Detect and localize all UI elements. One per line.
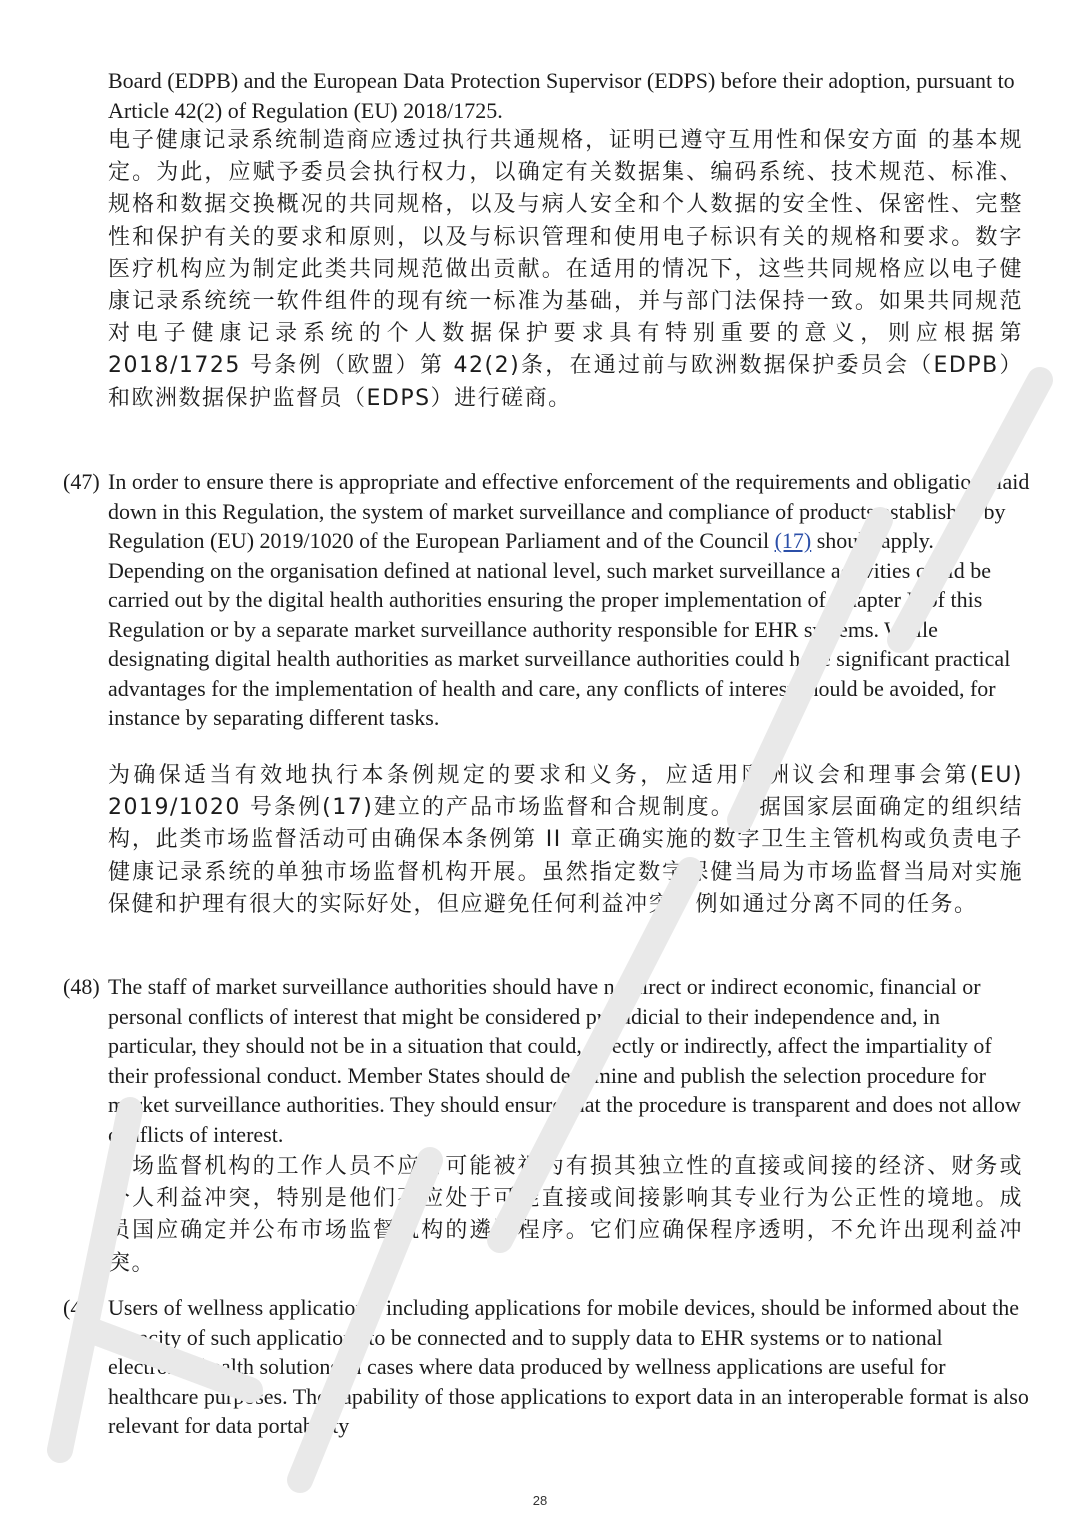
paragraph-english-text: The staff of market surveillance authorities should have no direct or indirect economic, financial or personal conflicts of interest that might be considered prejudicial to their independence and, in particular, they should not be in a situation that could, directly or indirectly, affect the impartiality of their professional conduct. Member States should determine and publish the selection procedure for market surveillance authorities. They should ensure that the procedure is transparent and does not allow conflicts of interest. <box>108 974 1021 1147</box>
paragraph-english-text <box>108 467 1033 733</box>
paragraph-number: (49) <box>63 1295 100 1320</box>
paragraph-number: (48) <box>63 974 100 999</box>
paragraph-english-text: Users of wellness applications, including applications for mobile devices, should be informed about the capacity of such applications to be connected and to supply data to EHR systems or to national electronic health solutions in cases where data produced by wellness applications are useful for healthcare purposes. The capability of those applications to export data in an interoperable format is also relevant for data portability <box>108 1295 1029 1438</box>
paragraph-chinese-text: 为确保适当有效地执行本条例规定的要求和义务，应适用欧洲议会和理事会第(EU) 2019/1020 号条例(17)建立的产品市场监督和合规制度。根据国家层面确定的组织结构，此类市场监督活动可由确保本条例第 II 章正确实施的数字卫生主管机构或负责电子健康记录系统的单独市场监督机构开展。虽然指定数字保健当局为市场监督当局对实施保健和护理有很大的实际好处，但应避免任何利益冲突，例如通过分离不同的任务。 <box>108 763 1023 917</box>
page-number: 28 <box>532 1493 548 1508</box>
paragraph-chinese-text: 市场监督机构的工作人员不应有可能被视为有损其独立性的直接或间接的经济、财务或个人利益冲突，特别是他们不应处于可能直接或间接影响其专业行为公正性的境地。成员国应确定并公布市场监督机构的遴选程序。它们应确保程序透明，不允许出现利益冲突。 <box>108 1154 1023 1276</box>
english-text-part: In order to ensure there is appropriate and effective enforcement of the requirements and obligations laid down in this Regulation, the system of market surveillance and compliance of products established by Regulation (EU) 2019/1020 of the European Parliament and of the Council <box>108 469 1030 553</box>
footnote-reference-link[interactable]: (17) <box>774 528 812 553</box>
paragraph-english-text: Board (EDPB) and the European Data Protection Supervisor (EDPS) before their adoption, pursuant to Article 42(2) of Regulation (EU) 2018/1725. <box>108 68 1015 123</box>
paragraph-chinese-text: 电子健康记录系统制造商应透过执行共通规格，证明已遵守互用性和保安方面 的基本规定。为此，应赋予委员会执行权力，以确定有关数据集、编码系统、技术规范、标准、规格和数据交换概况的共同规格，以及与病人安全和个人数据的安全性、保密性、完整性和保护有关的要求和原则，以及与标识管理和使用电子标识有关的规格和要求。数字医疗机构应为制定此类共同规范做出贡献。在适用的情况下，这些共同规格应以电子健康记录系统统一软件组件的现有统一标准为基础，并与部门法保持一致。如果共同规范对电子健康记录系统的个人数据保护要求具有特别重要的意义，则应根据第 2018/1725 号条例（欧盟）第 42(2)条，在通过前与欧洲数据保护委员会（EDPB）和欧洲数据保护监督员（EDPS）进行磋商。 <box>108 128 1023 411</box>
english-text-part: should apply. Depending on the organisation defined at national level, such market surveillance activities could be carried out by the digital health authorities ensuring the proper implementation of Chapter II of this Regulation or by a separate market surveillance authority responsible for EHR systems. While designating digital health authorities as market surveillance authorities could have significant practical advantages for the implementation of health and care, any conflicts of interest should be avoided, for instance by separating different tasks. <box>108 528 1011 730</box>
paragraph-number: (47) <box>63 469 100 494</box>
